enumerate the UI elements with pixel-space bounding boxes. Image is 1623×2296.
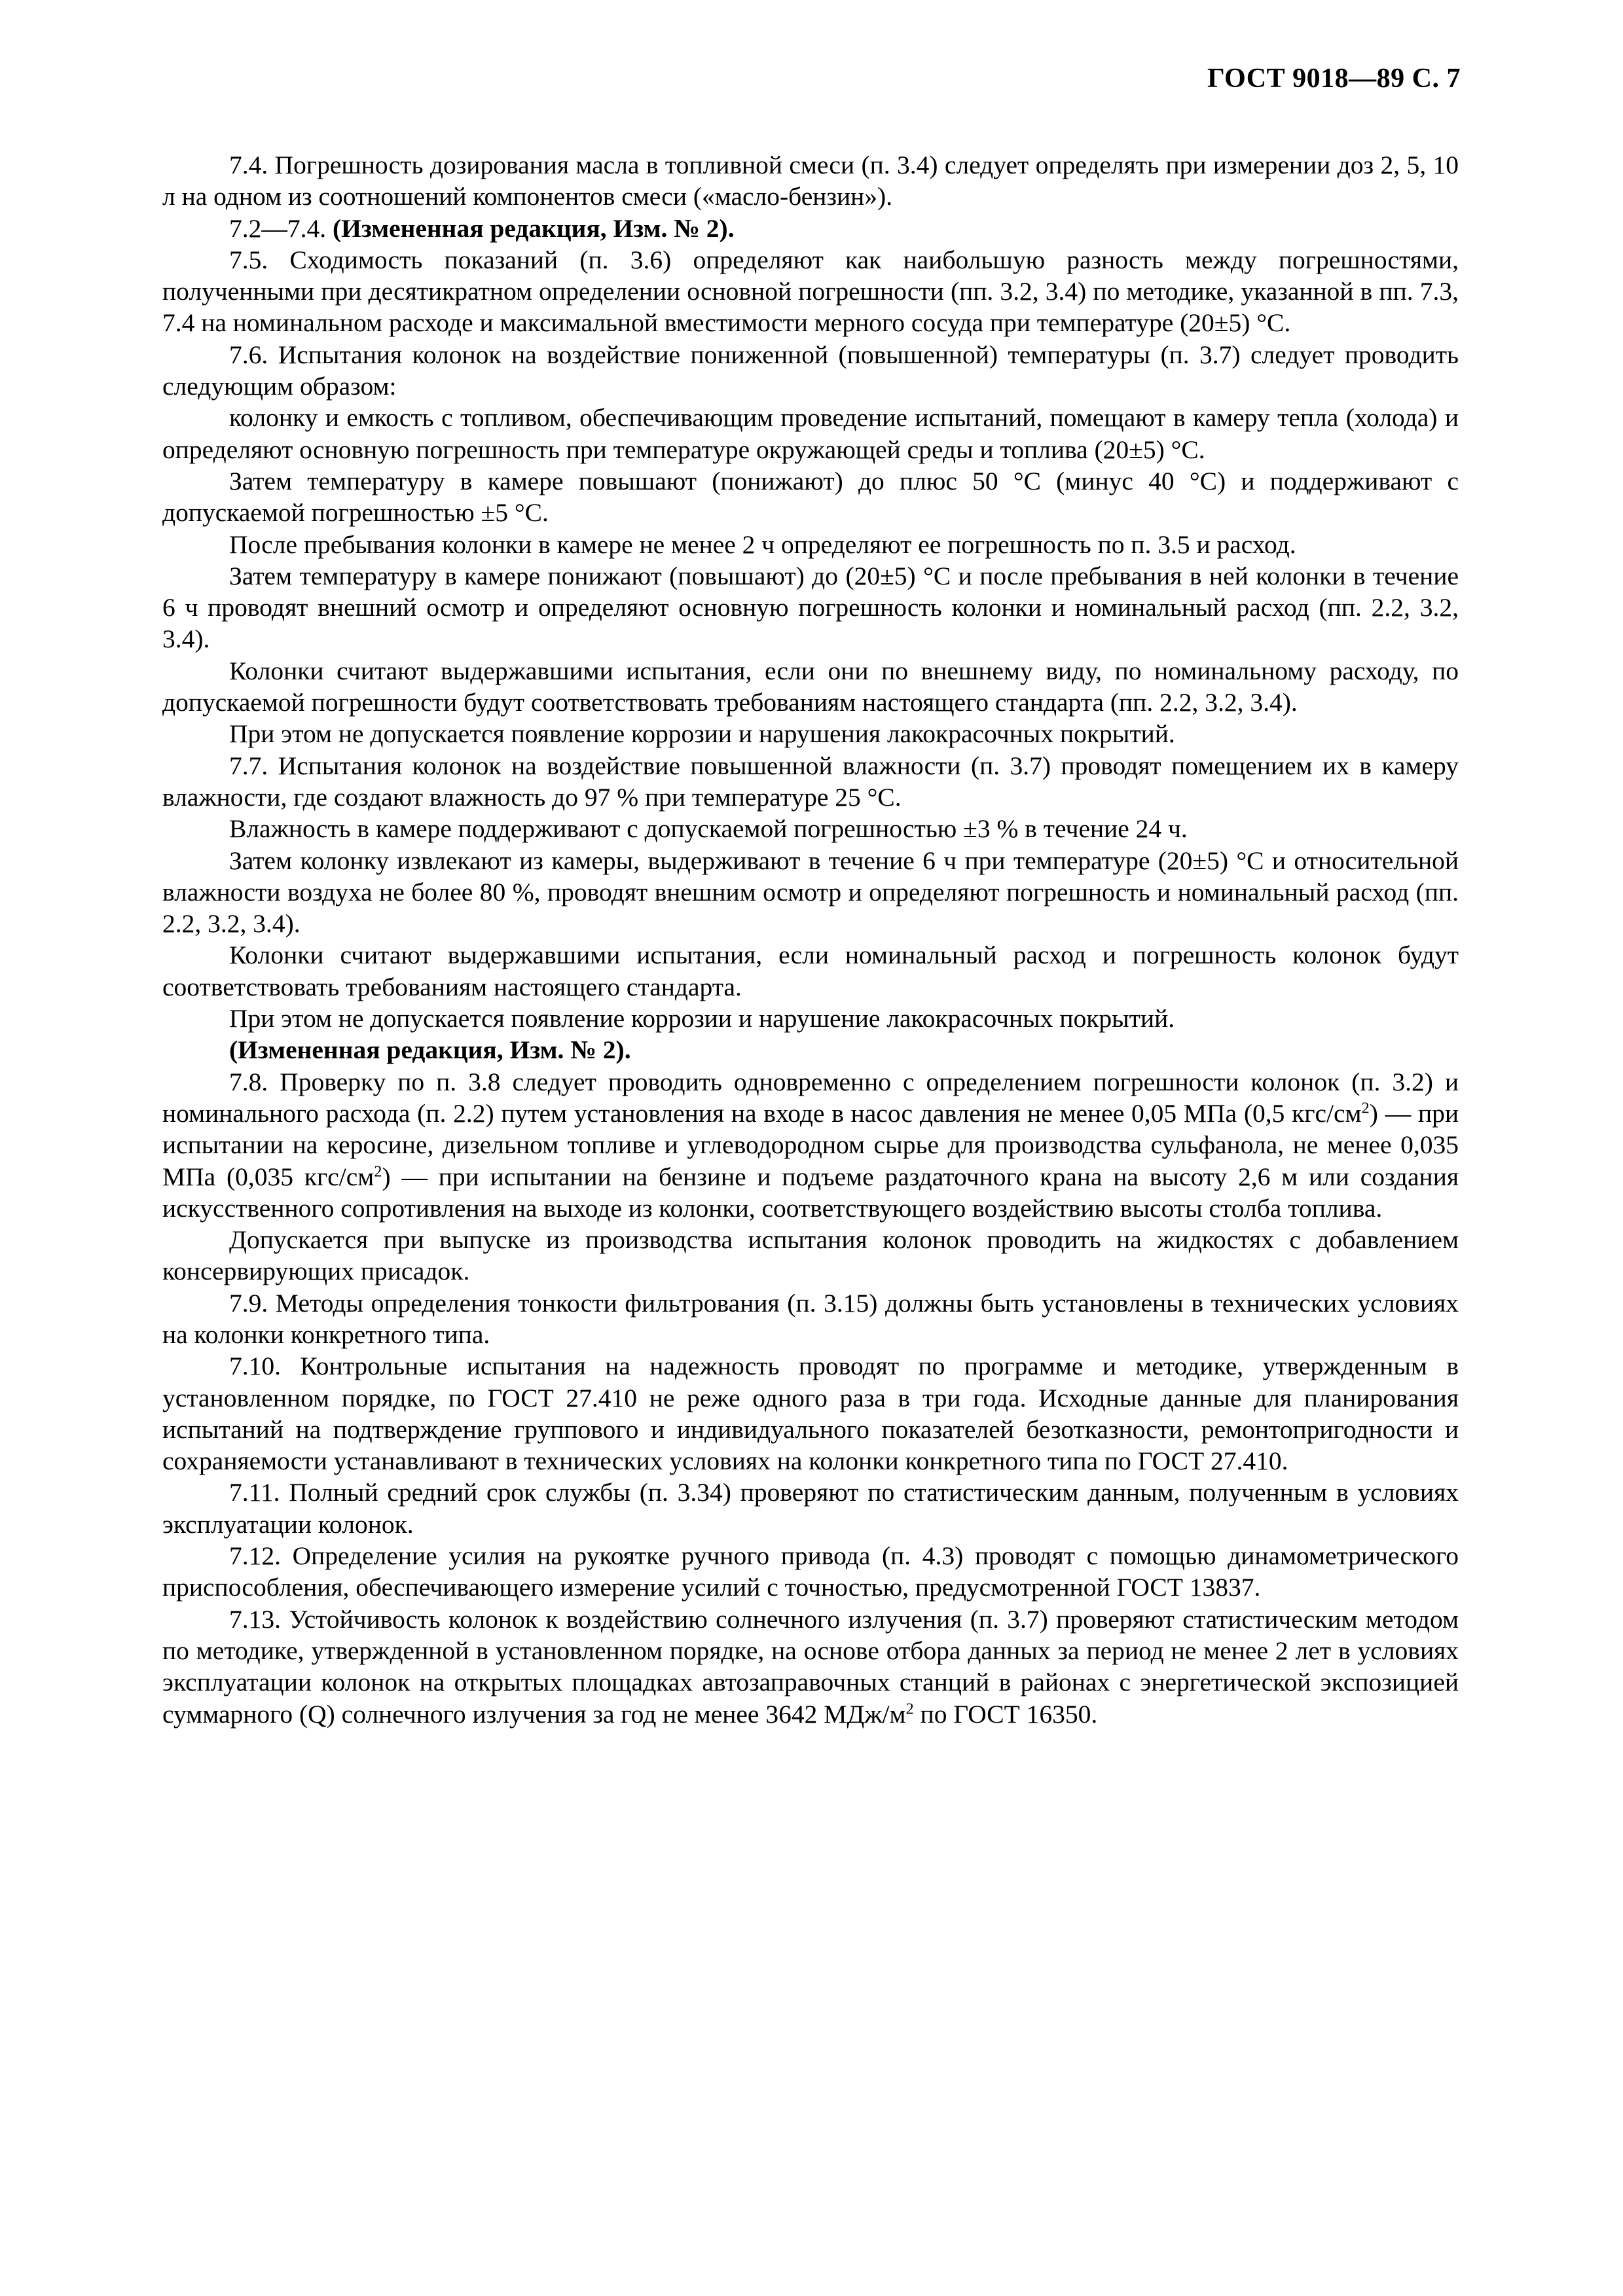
paragraph [162,213,1459,244]
paragraph [162,1034,1459,1066]
paragraph [162,1604,1459,1730]
paragraph [162,813,1459,844]
paragraph [162,465,1459,529]
paragraph-text: Колонки считают выдержавшими испытания, если номинальный расход и погрешность колонок будут соответствовать требованиям настоящего стандарта. [162,941,1459,1001]
paragraph-text: 7.6. Испытания колонок на воздействие пониженной (повышенной) температуры (п. 3.7) следует проводить следующим образом: [162,340,1459,401]
paragraph [162,529,1459,560]
paragraph-text: 7.4. Погрешность дозирования масла в топливной смеси (п. 3.4) следует определять при измерении доз 2, 5, 10 л на одном из соотношений компонентов смеси («масло-бензин»). [162,151,1459,211]
paragraph-text: При этом не допускается появление коррозии и нарушения лакокрасочных покрытий. [229,719,1175,749]
paragraph-text: колонку и емкость с топливом, обеспечивающим проведение испытаний, помещают в камеру тепла (холода) и определяют основную погрешность при температуре окружающей среды и топлива (20±5) °С. [162,403,1459,464]
paragraph [162,1224,1459,1287]
paragraph-text: 7.8. Проверку по п. 3.8 следует проводить одновременно с определением погрешности колонок (п. 3.2) и номинального расхода (п. 2.2) путем установления на входе в насос давления не менее 0,05 МПа (0,5 кгс/$см^2$) — при испытании на керосине, дизельном топливе и углеводородном сырье для производства сульфанола, не менее 0,035 МПа (0,035 кгс/$см^2$) — при испытании на бензине и подъеме раздаточного крана на высоту 2,6 м или создания искусственного сопротивления на выходе из колонки, соответствующего воздействию высоты столба топлива. [162,1067,1459,1223]
paragraph-text: 7.2—7.4. [229,213,333,243]
paragraph-text: Затем температуру в камере понижают (повышают) до (20±5) °С и после пребывания в ней колонки в течение 6 ч проводят внешний осмотр и определяют основную погрешность колонки и номинальный расход (пп. 2.2, 3.2, 3.4). [162,561,1459,654]
paragraph [162,402,1459,465]
paragraph [162,339,1459,403]
paragraph-text: 7.13. Устойчивость колонок к воздействию солнечного излучения (п. 3.7) проверяют статистическим методом по методике, утвержденной в установленном порядке, на основе отбора данных за период не менее 2 лет в условиях эксплуатации колонок на открытых площадках автозаправочных станций в районах с энергетической экспозицией суммарного (Q) солнечного излучения за год не менее 3642 МДж/$м^2$ по ГОСТ 16350. [162,1604,1459,1729]
paragraph [162,655,1459,719]
paragraph-text: 7.11. Полный средний срок службы (п. 3.34) проверяют по статистическим данным, полученным в условиях эксплуатации колонок. [162,1478,1459,1539]
document-body [162,149,1459,1730]
paragraph [162,1540,1459,1604]
paragraph [162,1477,1459,1540]
paragraph [162,560,1459,655]
page-header: ГОСТ 9018—89 С. 7 [1207,63,1461,94]
paragraph-text: 7.10. Контрольные испытания на надежность проводят по программе и методике, утвержденным в установленном порядке, по ГОСТ 27.410 не реже одного раза в три года. Исходные данные для планирования испытаний на подтверждение группового и индивидуального показателей безотказности, ремонтопригодности и сохраняемости устанавливают в технических условиях на колонки конкретного типа по ГОСТ 27.410. [162,1352,1459,1476]
paragraph-text: 7.9. Методы определения тонкости фильтрования (п. 3.15) должны быть установлены в технических условиях на колонки конкретного типа. [162,1288,1459,1349]
paragraph-text: Допускается при выпуске из производства испытания колонок проводить на жидкостях с добавлением консервирующих присадок. [162,1225,1459,1286]
paragraph-text: После пребывания колонки в камере не менее 2 ч определяют ее погрешность по п. 3.5 и расход. [229,529,1296,559]
paragraph [162,1287,1459,1351]
paragraph [162,149,1459,213]
paragraph-text: Влажность в камере поддерживают с допускаемой погрешностью ±3 % в течение 24 ч. [229,814,1188,844]
paragraph-text: При этом не допускается появление коррозии и нарушение лакокрасочных покрытий. [229,1004,1175,1033]
paragraph-text: Затем колонку извлекают из камеры, выдерживают в течение 6 ч при температуре (20±5) °С и относительной влажности воздуха не более 80 %, проводят внешним осмотр и определяют погрешность и номинальный расход (пп. 2.2, 3.2, 3.4). [162,846,1459,939]
paragraph-text: Затем температуру в камере повышают (понижают) до плюс 50 °С (минус 40 °С) и поддерживают с допускаемой погрешностью ±5 °С. [162,466,1459,528]
paragraph [162,1066,1459,1224]
paragraph [162,718,1459,749]
paragraph [162,1350,1459,1477]
paragraph-text: 7.7. Испытания колонок на воздействие повышенной влажности (п. 3.7) проводят помещением их в камеру влажности, где создают влажность до 97 % при температуре 25 °С. [162,751,1459,812]
amendment-note: (Измененная редакция, Изм. № 2). [333,213,735,243]
paragraph [162,750,1459,814]
paragraph-text: 7.12. Определение усилия на рукоятке ручного привода (п. 4.3) проводят с помощью динамометрического приспособления, обеспечивающего измерение усилий с точностью, предусмотренной ГОСТ 13837. [162,1541,1459,1602]
paragraph [162,845,1459,940]
amendment-note: (Измененная редакция, Изм. № 2). [229,1035,631,1065]
paragraph [162,1003,1459,1034]
paragraph-text: Колонки считают выдержавшими испытания, если они по внешнему виду, по номинальному расходу, по допускаемой погрешности будут соответствовать требованиям настоящего стандарта (пп. 2.2, 3.2, 3.4). [162,656,1459,717]
paragraph [162,939,1459,1003]
paragraph-text: 7.5. Сходимость показаний (п. 3.6) определяют как наибольшую разность между погрешностями, полученными при десятикратном определении основной погрешности (пп. 3.2, 3.4) по методике, указанной в пп. 7.3, 7.4 на номинальном расходе и максимальной вместимости мерного сосуда при температуре (20±5) °С. [162,245,1459,338]
paragraph [162,244,1459,339]
